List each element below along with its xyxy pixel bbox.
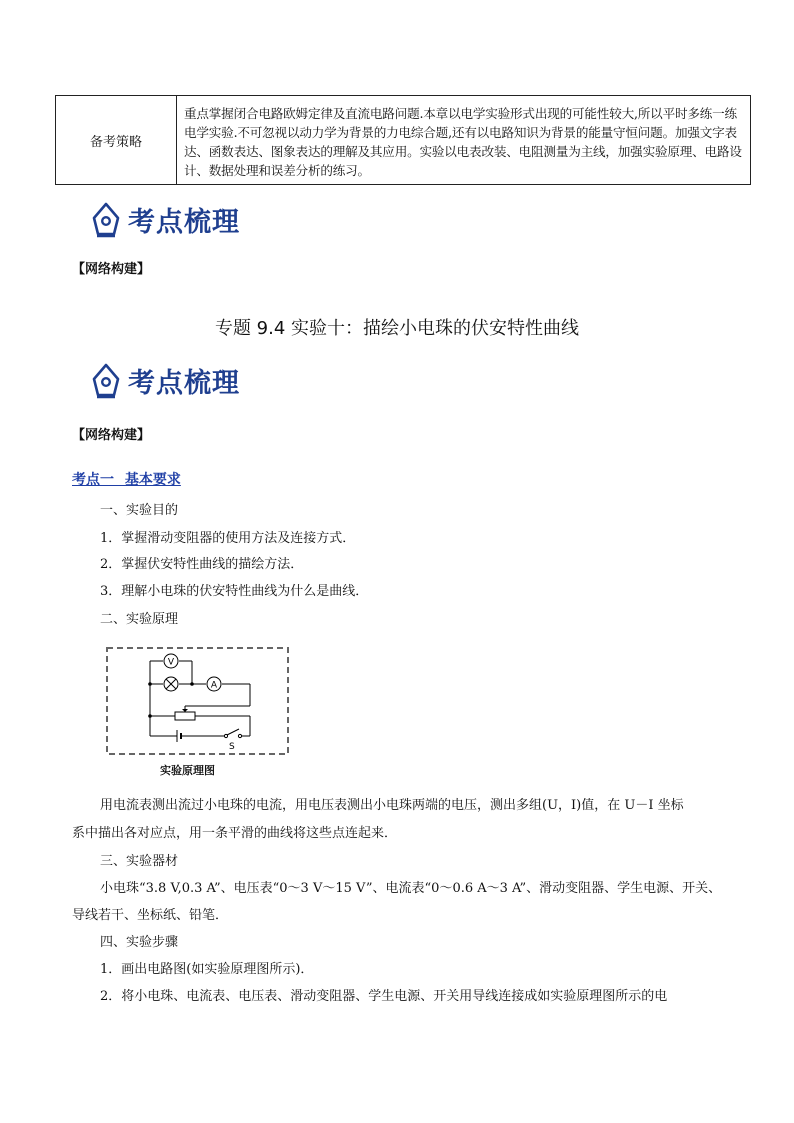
paragraph: 3．理解小电珠的伏安特性曲线为什么是曲线． [100, 584, 369, 599]
paragraph: 1．掌握滑动变阻器的使用方法及连接方式． [100, 531, 356, 546]
paragraph: 小电珠“3.8 V,0.3 A”、电压表“0～3 V～15 V”、电流表“0～0.6 A～3 A”、滑动变阻器、学生电源、开关、 [100, 881, 722, 896]
heading-principle: 二、实验原理 [100, 612, 179, 627]
paragraph: 导线若干、坐标纸、铅笔． [72, 908, 229, 923]
circuit-diagram [105, 646, 291, 758]
heading-steps: 四、实验步骤 [100, 935, 179, 950]
strategy-table [55, 95, 751, 185]
switch-label: S [229, 742, 235, 752]
section-header [90, 200, 240, 239]
paragraph: 1．画出电路图(如实验原理图所示)． [100, 962, 314, 977]
paragraph: 用电流表测出流过小电珠的电流，用电压表测出小电珠两端的电压，测出多组(U，I)值，在 U－I 坐标 [100, 798, 684, 813]
dashed-frame [107, 648, 288, 754]
kaodian-title[interactable]: 考点一 基本要求 [72, 472, 181, 488]
network-label: 【网络构建】 [72, 428, 151, 443]
paragraph: 系中描出各对应点，用一条平滑的曲线将这些点连起来． [72, 826, 398, 841]
pen-nib-icon [90, 202, 122, 238]
rheostat-icon [175, 712, 195, 720]
ammeter-label: A [210, 680, 218, 691]
section-header [90, 361, 240, 400]
figure-caption: 实验原理图 [160, 764, 215, 777]
section-title: 考点梳理 [128, 207, 240, 238]
page-title: 专题 9.4 实验十：描绘小电珠的伏安特性曲线 [214, 318, 580, 339]
heading-equipment: 三、实验器材 [100, 854, 179, 869]
strategy-text: 重点掌握闭合电路欧姆定律及直流电路问题.本章以电学实验形式出现的可能性较大,所以平时多练一练电学实验.不可忽视以动力学为背景的力电综合题,还有以电路知识为背景的能量守恒问题。加强文字表达、函数表达、图象表达的理解及其应用。实验以电表改装、电阻测量为主线，加强实验原理、电路设计、数据处理和误差分析的练习。 [184, 106, 742, 178]
pen-nib-icon [90, 363, 122, 399]
heading-purpose: 一、实验目的 [100, 503, 179, 518]
section-title: 考点梳理 [128, 368, 240, 399]
paragraph: 2．将小电珠、电流表、电压表、滑动变阻器、学生电源、开关用导线连接成如实验原理图所示的电 [100, 989, 668, 1004]
network-label: 【网络构建】 [72, 262, 151, 277]
strategy-label: 备考策略 [56, 96, 177, 184]
paragraph: 2．掌握伏安特性曲线的描绘方法． [100, 557, 304, 572]
voltmeter-label: V [167, 657, 175, 668]
